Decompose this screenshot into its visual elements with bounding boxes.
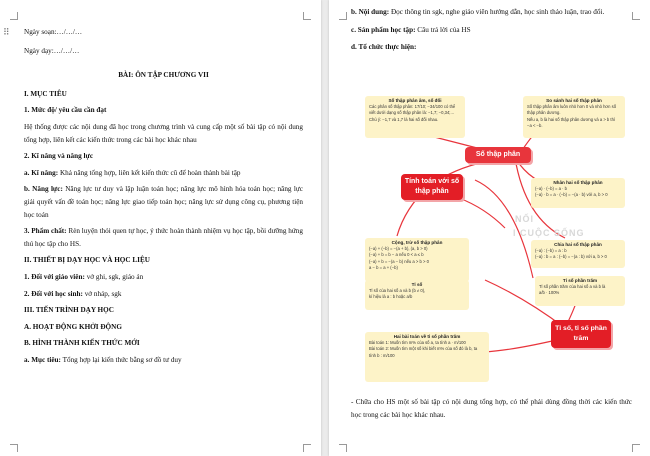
- paragraph-teacher: 1. Đối với giáo viên: vở ghi, sgk, giáo án: [24, 272, 144, 281]
- date-taught: Ngày dạy:…/…/…: [24, 46, 80, 55]
- node-decimals: Số thập phân: [465, 147, 531, 163]
- section-warmup: A. HOẠT ĐỘNG KHỞI ĐỘNG: [24, 322, 122, 331]
- box-divide-decimals: Chia hai số thập phân (−a) : (−b) = a : b (−a) : b = a : (−b) = −(a : b) với a, b > 0: [531, 240, 625, 268]
- paragraph-competence: b. Năng lực: Năng lực tư duy và lập luận toán học; năng lực mô hình hóa toán học; năng lực giải quyết vấn đề toán học; năng lực giao tiếp toán học; năng lực sử dụng công cụ, phương tiện học toán: [24, 185, 303, 219]
- section-process: III. TIẾN TRÌNH DẠY HỌC: [24, 306, 114, 315]
- paragraph-skills: a. Kĩ năng: Khả năng tổng hợp, liên kết kiến thức cũ để hoàn thành bài tập: [24, 168, 241, 177]
- watermark-1: NỐI: [515, 214, 535, 224]
- box-percentage-problems: Hai bài toán về tỉ số phần trăm Bài toán 1: Muốn tìm m% của số a, ta tính a · m/100 Bài toán 2: Muốn tìm một số khi biết m% của số đó là b, ta tính b : m/100: [365, 332, 489, 382]
- watermark-2: I CUỘC SỐNG: [513, 228, 585, 238]
- node-ratio-percentage: Tỉ số, tỉ số phần trăm: [551, 320, 611, 348]
- section-new-knowledge: B. HÌNH THÀNH KIẾN THỨC MỚI: [24, 339, 140, 348]
- paragraph-student: 2. Đối với học sinh: vở nháp, sgk: [24, 289, 122, 298]
- paragraph-qualities: 3. Phẩm chất: Rèn luyện thói quen tự học, ý thức hoàn thành nhiệm vụ học tập, bồi dưỡng hứng thú học tập cho HS.: [24, 227, 303, 248]
- subsection-requirements: 1. Mức độ/ yêu cầu cần đạt: [24, 106, 107, 115]
- paragraph-organize: d. Tổ chức thực hiện:: [351, 43, 417, 52]
- box-multiply-decimals: Nhân hai số thập phân (−a) · (−b) = a · b (−a) · b = a · (−b) = −(a · b) với a, b > 0: [531, 178, 625, 208]
- right-page-text-top: [351, 6, 632, 54]
- paragraph-exercises: - Chữa cho HS một số bài tập có nội dung tổng hợp, có thể phải dùng đồng thời các kiến thức học trong các bài học khác nhau.: [351, 398, 632, 419]
- paragraph-product: c. Sản phẩm học tập: Câu trả lời của HS: [351, 25, 471, 34]
- paragraph-requirements: Hệ thống được các nội dung đã học trong chương trình và cung cấp một số bài tập có nội dung tổng hợp, liên kết các kiến thức trong các bài học khác nhau: [24, 122, 303, 144]
- paragraph-goal: a. Mục tiêu: Tổng hợp lại kiến thức bằng sơ đồ tư duy: [24, 355, 182, 364]
- section-objectives: I. MỤC TIÊU: [24, 89, 67, 98]
- box-add-subtract: Cộng, trừ số thập phân (−a) + (−b) = −(a + b), (a, b > 0) (−a) + b = b − a nếu 0 < a ≤ b (−a) + b = −(a − b) nếu a > b > 0 a − b = a + (−b): [365, 238, 469, 282]
- box-negative-decimals: Số thập phân âm, số đối Các phân số thập phân: 17/10; −34/100 có thể viết dưới dạng số thập phân là: −1,7; −0,34;... Chú ý: −1,7 và 1,7 là hai số đối nhau.: [365, 96, 465, 138]
- box-percentage-ratio: Tỉ số phần trăm Tỉ số phần trăm của hai số a và b là a/b · 100%: [535, 276, 625, 306]
- mind-map: [365, 88, 625, 384]
- section-equipment: II. THIẾT BỊ DẠY HỌC VÀ HỌC LIỆU: [24, 256, 150, 265]
- right-page-text-bottom: [351, 396, 632, 421]
- lesson-title: BÀI: ÔN TẬP CHƯƠNG VII: [118, 71, 209, 80]
- node-center-calculation: Tính toán với số thập phân: [401, 174, 463, 200]
- subsection-skills: 2. Kĩ năng và năng lực: [24, 152, 94, 161]
- date-prepared: Ngày soạn:…/…/…: [24, 28, 83, 36]
- left-page-text: [24, 26, 303, 366]
- document-page-left: [0, 0, 321, 456]
- box-ratio: Tỉ số Tỉ số của hai số a và b (b ≠ 0), kí hiệu là a : b hoặc a/b: [365, 280, 469, 310]
- paragraph-content: b. Nội dung: Đọc thông tin sgk, nghe giáo viên hướng dẫn, học sinh thảo luận, trao đổi.: [351, 8, 605, 16]
- box-compare-decimals: So sánh hai số thập phân Số thập phân âm luôn nhỏ hơn 0 và nhỏ hơn số thập phân dương. Nếu a, b là hai số thập phân dương và a > b thì −a < −b.: [523, 96, 625, 138]
- drag-handle-icon[interactable]: ⠿: [3, 27, 9, 37]
- document-page-right: [329, 0, 650, 456]
